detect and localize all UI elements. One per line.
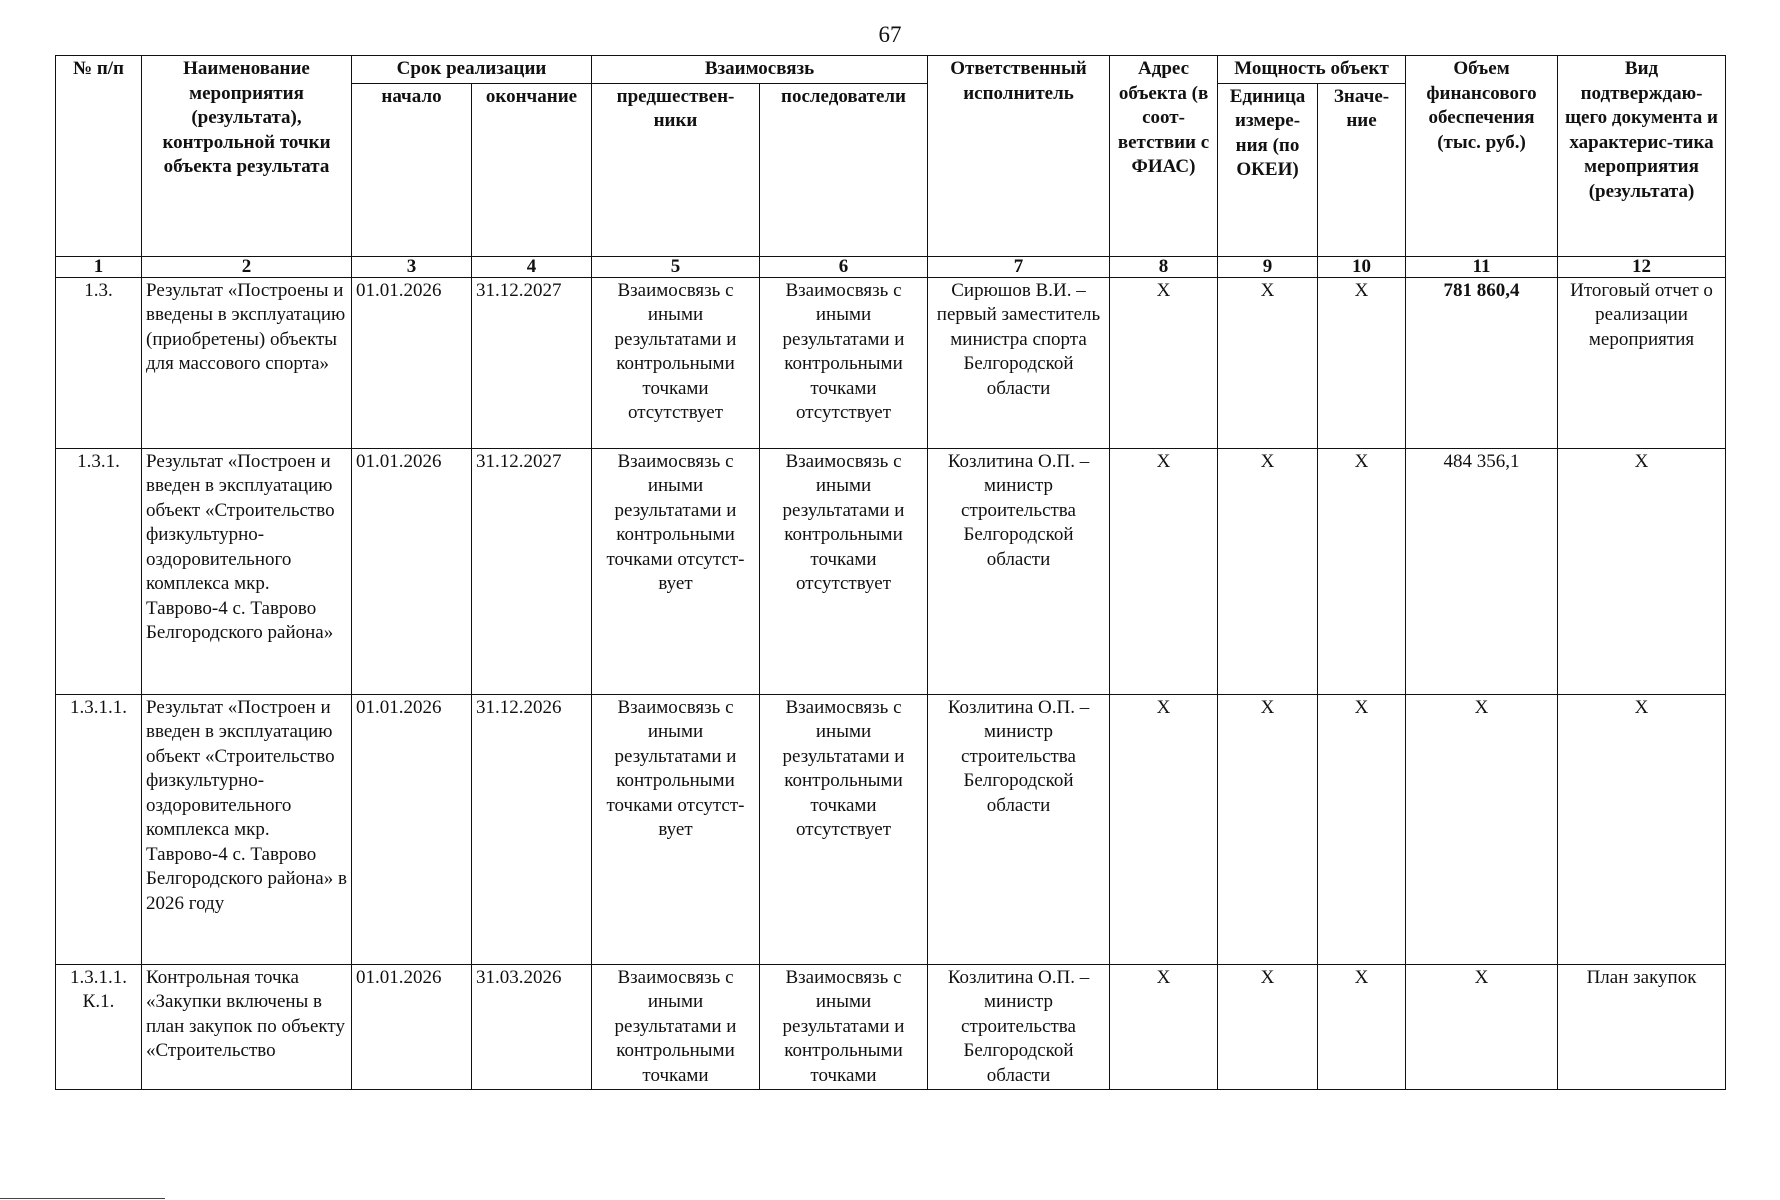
column-number: 5 xyxy=(592,256,760,277)
row-predecessors: Взаимосвязь с иными результатами и контрольными точками xyxy=(592,964,760,1090)
row-document: Итоговый отчет о реализации мероприятия xyxy=(1558,277,1726,448)
row-start-date: 01.01.2026 xyxy=(352,277,472,448)
row-unit: X xyxy=(1218,694,1318,964)
row-value: X xyxy=(1318,694,1406,964)
column-number: 6 xyxy=(760,256,928,277)
column-number: 12 xyxy=(1558,256,1726,277)
header-responsible: Ответственный исполнитель xyxy=(928,56,1110,257)
column-number: 2 xyxy=(142,256,352,277)
row-predecessors: Взаимосвязь с иными результатами и контрольными точками отсутст-вует xyxy=(592,448,760,694)
row-finance: 781 860,4 xyxy=(1406,277,1558,448)
row-number: 1.3.1.1. xyxy=(56,694,142,964)
column-number: 7 xyxy=(928,256,1110,277)
row-responsible: Сирюшов В.И. – первый заместитель министра спорта Белгородской области xyxy=(928,277,1110,448)
row-address: X xyxy=(1110,277,1218,448)
row-document: X xyxy=(1558,694,1726,964)
header-period-group: Срок реализации xyxy=(352,56,592,84)
row-finance: 484 356,1 xyxy=(1406,448,1558,694)
row-name: Результат «Построен и введен в эксплуатацию объект «Строительство физкультурно-оздоровительного комплекса мкр. Таврово-4 с. Таврово Белгородского района» в 2026 году xyxy=(142,694,352,964)
column-number: 4 xyxy=(472,256,592,277)
row-value: X xyxy=(1318,964,1406,1090)
column-number: 8 xyxy=(1110,256,1218,277)
header-finance: Объем финансового обеспечения (тыс. руб.) xyxy=(1406,56,1558,257)
column-number: 1 xyxy=(56,256,142,277)
header-row-1 xyxy=(56,56,1726,84)
column-number: 3 xyxy=(352,256,472,277)
row-address: X xyxy=(1110,694,1218,964)
header-no: № п/п xyxy=(56,56,142,257)
row-unit: X xyxy=(1218,448,1318,694)
header-start: начало xyxy=(352,83,472,256)
row-document: X xyxy=(1558,448,1726,694)
row-successors: Взаимосвязь с иными результатами и контрольными точками отсутствует xyxy=(760,694,928,964)
table-row xyxy=(56,964,1726,1090)
column-number: 11 xyxy=(1406,256,1558,277)
row-start-date: 01.01.2026 xyxy=(352,964,472,1090)
row-finance: X xyxy=(1406,964,1558,1090)
table-row xyxy=(56,277,1726,448)
row-end-date: 31.12.2026 xyxy=(472,694,592,964)
row-end-date: 31.12.2027 xyxy=(472,448,592,694)
row-start-date: 01.01.2026 xyxy=(352,448,472,694)
table-row xyxy=(56,448,1726,694)
row-successors: Взаимосвязь с иными результатами и контрольными точками отсутствует xyxy=(760,277,928,448)
page-number: 67 xyxy=(878,22,902,47)
row-document: План закупок xyxy=(1558,964,1726,1090)
footnote-divider xyxy=(0,1198,165,1199)
row-responsible: Козлитина О.П. – министр строительства Белгородской области xyxy=(928,694,1110,964)
implementation-plan-table xyxy=(55,55,1726,1090)
column-number: 10 xyxy=(1318,256,1406,277)
header-successors: последователи xyxy=(760,83,928,256)
row-name: Результат «Построен и введен в эксплуатацию объект «Строительство физкультурно-оздоровительного комплекса мкр. Таврово-4 с. Таврово Белгородского района» xyxy=(142,448,352,694)
row-start-date: 01.01.2026 xyxy=(352,694,472,964)
column-number: 9 xyxy=(1218,256,1318,277)
row-name: Контрольная точка «Закупки включены в план закупок по объекту «Строительство xyxy=(142,964,352,1090)
row-finance: X xyxy=(1406,694,1558,964)
row-unit: X xyxy=(1218,964,1318,1090)
header-name: Наименование мероприятия (результата), контрольной точки объекта результата xyxy=(142,56,352,257)
header-capacity-group: Мощность объект xyxy=(1218,56,1406,84)
row-successors: Взаимосвязь с иными результатами и контрольными точками xyxy=(760,964,928,1090)
header-address: Адрес объекта (в соот-ветствии с ФИАС) xyxy=(1110,56,1218,257)
row-end-date: 31.03.2026 xyxy=(472,964,592,1090)
row-successors: Взаимосвязь с иными результатами и контрольными точками отсутствует xyxy=(760,448,928,694)
row-number: 1.3. xyxy=(56,277,142,448)
row-unit: X xyxy=(1218,277,1318,448)
header-relation-group: Взаимосвязь xyxy=(592,56,928,84)
header-end: окончание xyxy=(472,83,592,256)
row-end-date: 31.12.2027 xyxy=(472,277,592,448)
row-predecessors: Взаимосвязь с иными результатами и контрольными точками отсутствует xyxy=(592,277,760,448)
row-address: X xyxy=(1110,964,1218,1090)
row-number: 1.3.1. xyxy=(56,448,142,694)
row-predecessors: Взаимосвязь с иными результатами и контрольными точками отсутст-вует xyxy=(592,694,760,964)
column-number-row xyxy=(56,256,1726,277)
row-number: 1.3.1.1. К.1. xyxy=(56,964,142,1090)
table-row xyxy=(56,694,1726,964)
row-responsible: Козлитина О.П. – министр строительства Белгородской области xyxy=(928,448,1110,694)
row-value: X xyxy=(1318,448,1406,694)
row-responsible: Козлитина О.П. – министр строительства Белгородской области xyxy=(928,964,1110,1090)
header-unit: Единица измере-ния (по ОКЕИ) xyxy=(1218,83,1318,256)
row-address: X xyxy=(1110,448,1218,694)
row-value: X xyxy=(1318,277,1406,448)
header-document: Вид подтверждаю-щего документа и характерис-тика мероприятия (результата) xyxy=(1558,56,1726,257)
header-value: Значе-ние xyxy=(1318,83,1406,256)
row-name: Результат «Построены и введены в эксплуатацию (приобретены) объекты для массового спорта» xyxy=(142,277,352,448)
header-predecessors: предшествен-ники xyxy=(592,83,760,256)
